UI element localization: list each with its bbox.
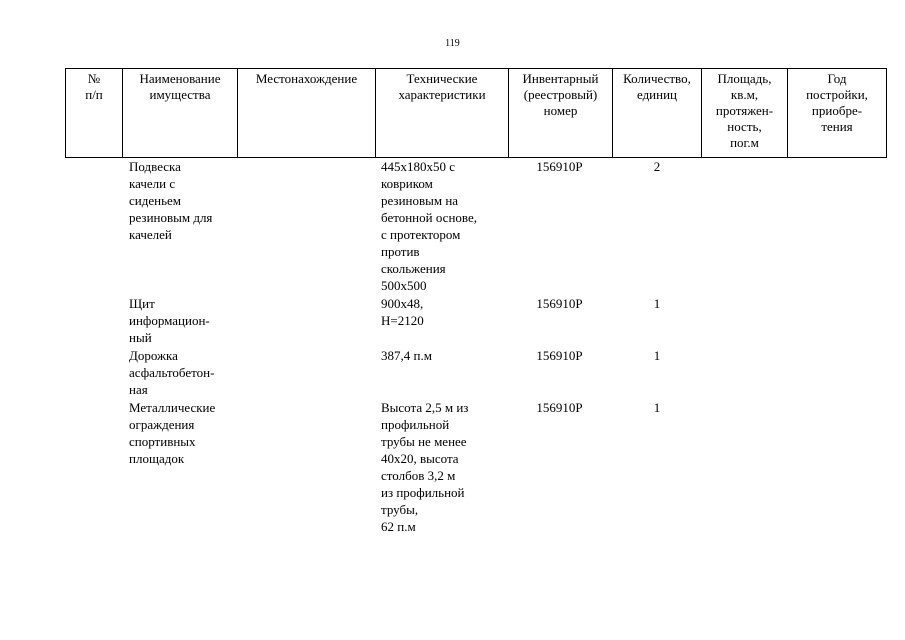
header-location: Местонахождение: [238, 69, 376, 158]
cell-name: Металлические ограждения спортивных площадок: [129, 400, 216, 466]
page-number: 119: [445, 38, 460, 49]
cell-name: Дорожка асфальтобетон- ная: [129, 348, 215, 397]
cell-tech: 900х48, Н=2120: [381, 296, 424, 328]
cell-tech: 387,4 п.м: [381, 348, 432, 363]
table-row: [65, 347, 886, 399]
table-header: [65, 68, 887, 158]
cell-inventory: 156910Р: [536, 348, 583, 363]
cell-inventory: 156910Р: [536, 296, 583, 311]
cell-quantity: 2: [653, 159, 661, 174]
table-row: [65, 295, 886, 347]
header-number: № п/п: [66, 69, 123, 158]
table-row: [65, 158, 886, 295]
cell-quantity: 1: [653, 348, 661, 363]
header-inventory: Инвентарный (реестровый) номер: [509, 69, 613, 158]
header-year: Год постройки, приобре- тения: [788, 69, 887, 158]
header-quantity: Количество, единиц: [613, 69, 702, 158]
header-name: Наименование имущества: [123, 69, 238, 158]
table-body: [65, 158, 886, 539]
cell-quantity: 1: [653, 296, 661, 311]
cell-quantity: 1: [653, 400, 661, 415]
table-row: [65, 399, 886, 539]
cell-inventory: 156910Р: [536, 400, 583, 415]
cell-tech: 445х180х50 с ковриком резиновым на бетонной основе, с протектором против скольжения 500х500: [381, 159, 477, 293]
header-tech: Технические характеристики: [376, 69, 509, 158]
header-area: Площадь, кв.м, протяжен- ность, пог.м: [702, 69, 788, 158]
cell-inventory: 156910Р: [536, 159, 583, 174]
cell-tech: Высота 2,5 м из профильной трубы не менее 40х20, высота столбов 3,2 м из профильной трубы, 62 п.м: [381, 400, 469, 534]
cell-name: Щит информацион- ный: [129, 296, 210, 345]
cell-name: Подвеска качели с сиденьем резиновым для качелей: [129, 159, 213, 242]
